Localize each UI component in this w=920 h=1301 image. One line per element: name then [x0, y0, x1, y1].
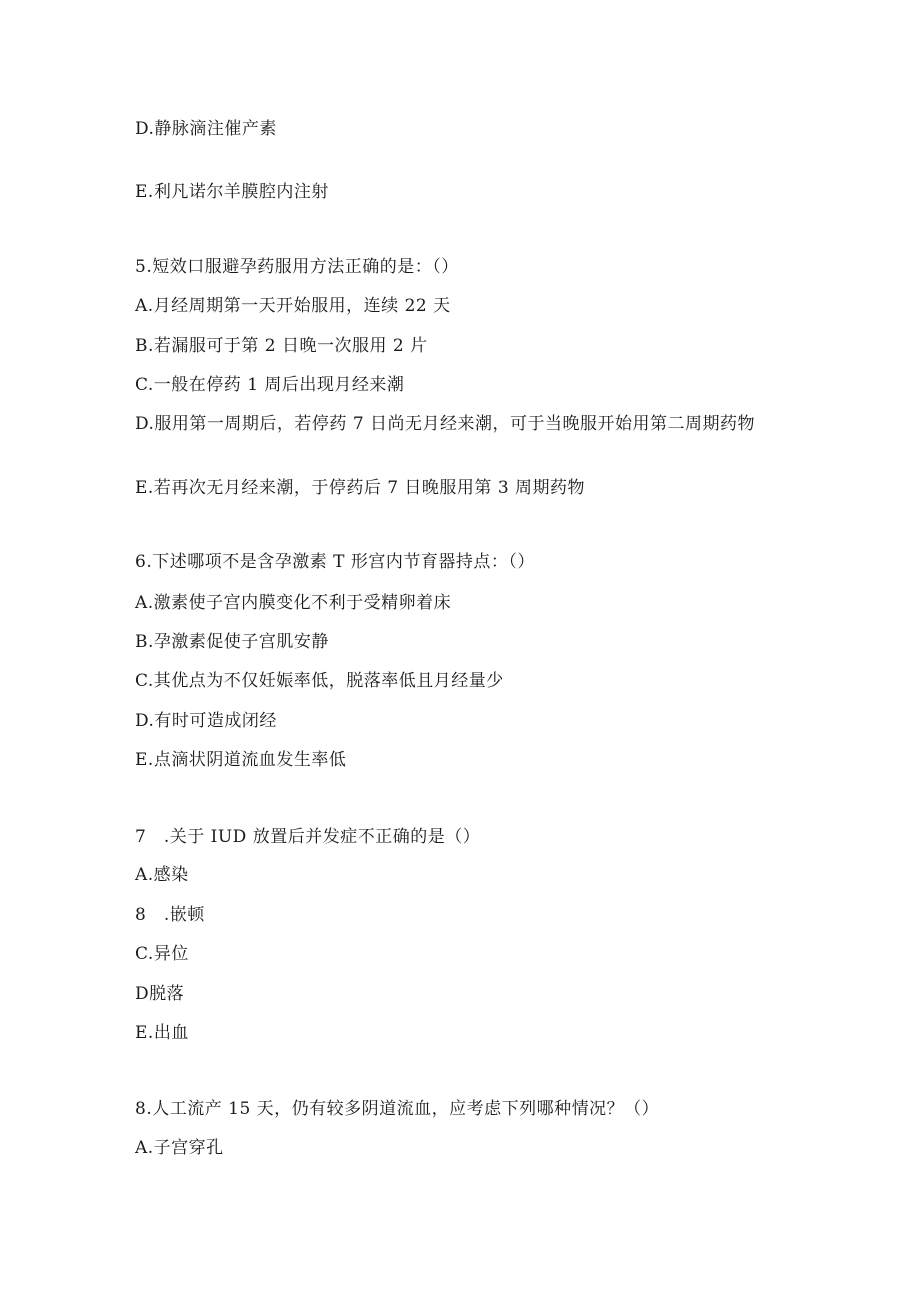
- option-e-q7: E.出血: [135, 1023, 189, 1043]
- option-a-q7: A.感染: [135, 865, 189, 885]
- option-d-q5: D.服用第一周期后，若停药 7 日尚无月经来潮，可于当晚服开始用第二周期药物: [135, 414, 756, 434]
- question-6: 6.下述哪项不是含孕激素 T 形宫内节育器持点：（）: [135, 552, 535, 572]
- question-7: 7 .关于 IUD 放置后并发症不正确的是（）: [135, 827, 481, 847]
- option-e-q4: E.利凡诺尔羊膜腔内注射: [135, 182, 329, 202]
- option-a-q6: A.激素使子宫内膜变化不利于受精卵着床: [135, 593, 452, 613]
- question-5: 5.短效口服避孕药服用方法正确的是：（）: [135, 257, 459, 277]
- option-d-q7: D脱落: [135, 984, 185, 1004]
- option-b-q5: B.若漏服可于第 2 日晚一次服用 2 片: [135, 336, 428, 356]
- option-e-q6: E.点滴状阴道流血发生率低: [135, 750, 347, 770]
- option-c-q7: C.异位: [135, 944, 189, 964]
- option-a-q8: A.子宫穿孔: [135, 1138, 224, 1158]
- option-c-q5: C.一般在停药 1 周后出现月经来潮: [135, 375, 405, 395]
- option-c-q6: C.其优点为不仅妊娠率低，脱落率低且月经量少: [135, 671, 504, 691]
- question-8: 8.人工流产 15 天，仍有较多阴道流血，应考虑下列哪种情况？（）: [135, 1099, 660, 1119]
- option-d-q4: D.静脉滴注催产素: [135, 119, 277, 139]
- option-b-q6: B.孕激素促使子宫肌安静: [135, 632, 329, 652]
- option-a-q5: A.月经周期第一天开始服用，连续 22 天: [135, 296, 451, 316]
- option-e-q5: E.若再次无月经来潮，于停药后 7 日晚服用第 3 周期药物: [135, 478, 586, 498]
- option-d-q6: D.有时可造成闭经: [135, 711, 277, 731]
- option-b-q7: 8 .嵌顿: [135, 905, 205, 925]
